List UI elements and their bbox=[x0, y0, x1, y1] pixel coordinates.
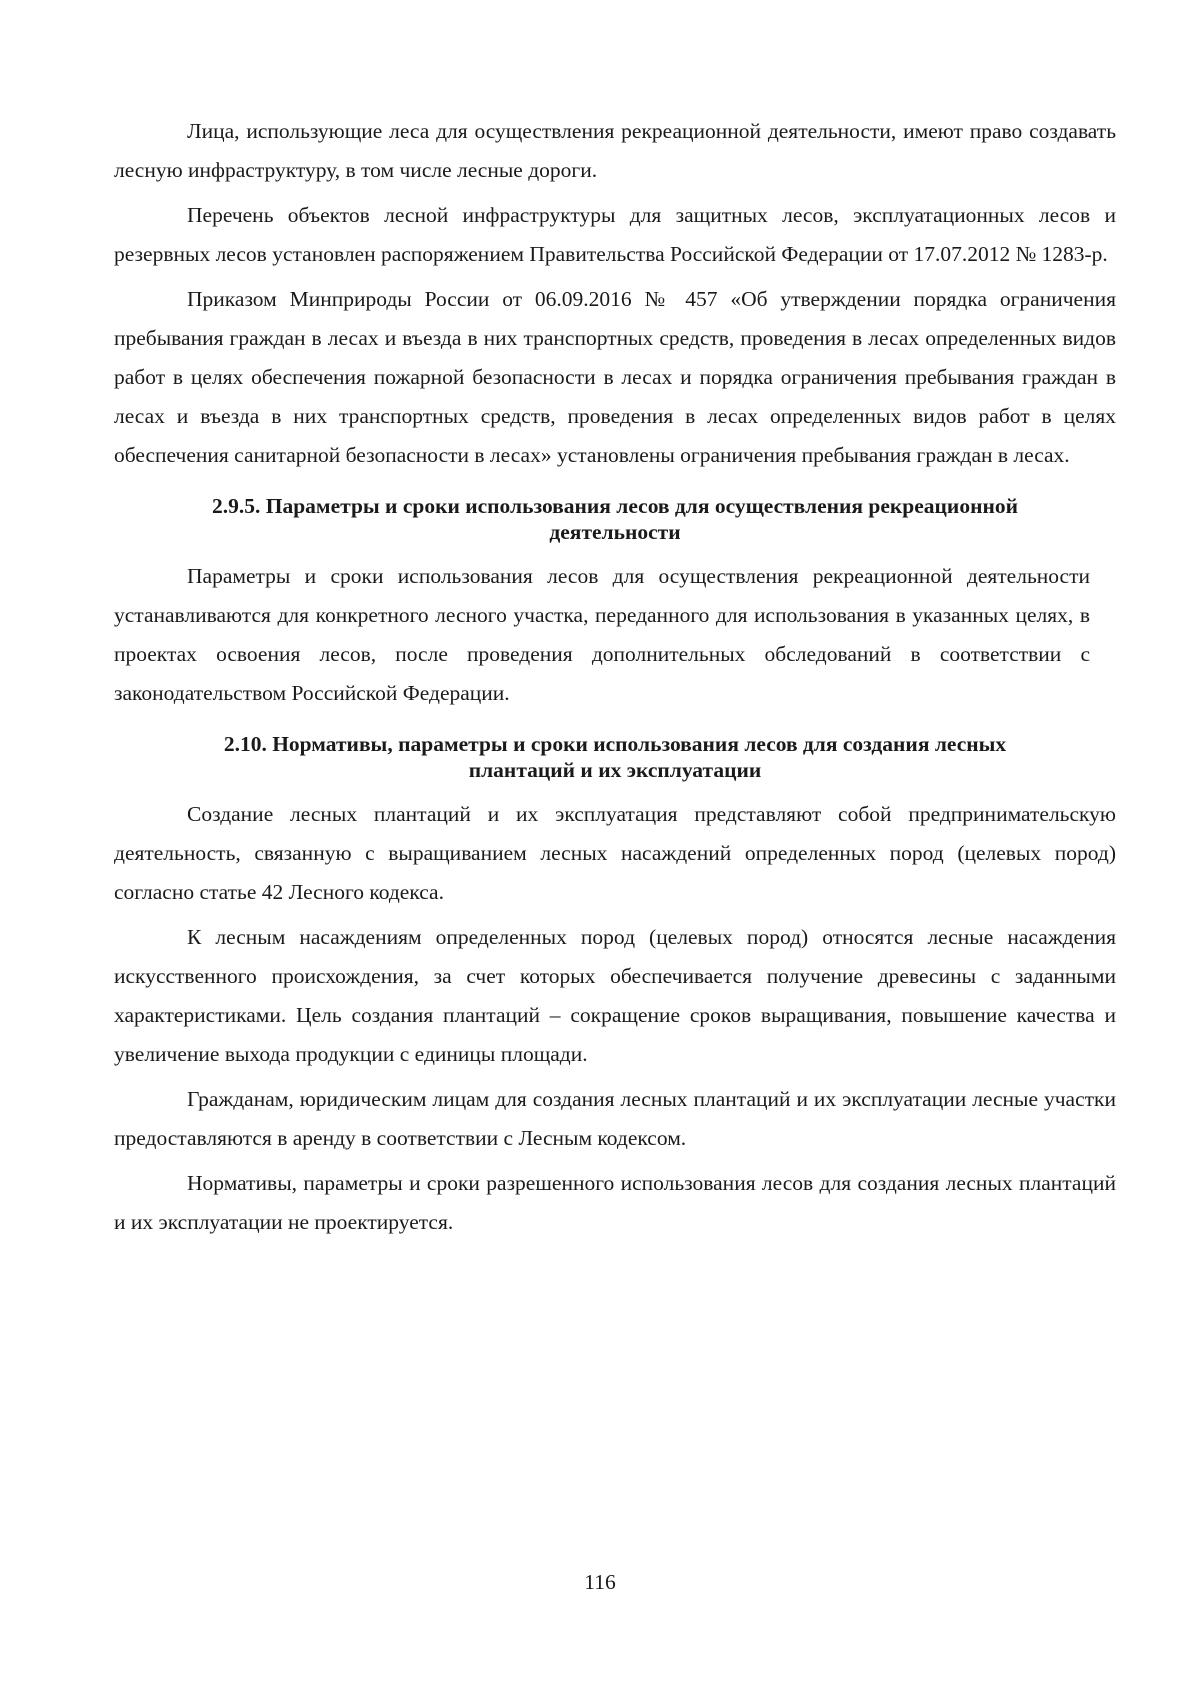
paragraph-not-projected: Нормативы, параметры и сроки разрешенного использования лесов для создания лесных плантаций и их эксплуатации не проектируется. bbox=[114, 1171, 1116, 1234]
paragraph-ministry-order: Приказом Минприроды России от 06.09.2016 № 457 «Об утверждении порядка ограничения пребывания граждан в лесах и въезда в них транспортных средств, проведения в лесах определенных видов работ в целях обеспечения пожарной безопасности в лесах и порядка ограничения пребывания граждан в лесах и въезда в них транспортных средств, проведения в лесах определенных видов работ в целях обеспечения санитарной безопасности в лесах» установлены ограничения пребывания граждан в лесах. bbox=[114, 287, 1116, 467]
paragraph-lease-provision: Гражданам, юридическим лицам для создания лесных плантаций и их эксплуатации лесные участки предоставляются в аренду в соответствии с Лесным кодексом. bbox=[114, 1087, 1116, 1150]
section-heading-2-10-line1: 2.10. Нормативы, параметры и сроки использования лесов для создания лесных bbox=[223, 732, 1007, 756]
page-number: 116 bbox=[584, 1570, 616, 1594]
section-heading-2-10-line2: плантаций и их эксплуатации bbox=[468, 758, 762, 782]
paragraph-infrastructure-list: Перечень объектов лесной инфраструктуры для защитных лесов, эксплуатационных лесов и резервных лесов установлен распоряжением Правительства Российской Федерации от 17.07.2012 № 1283-р. bbox=[114, 203, 1116, 266]
document-page bbox=[114, 112, 1116, 1242]
section-heading-2-10 bbox=[114, 731, 1116, 783]
section-heading-2-9-5-line2: деятельности bbox=[549, 520, 681, 544]
paragraph-recreation-parameters: Параметры и сроки использования лесов для осуществления рекреационной деятельности устанавливаются для конкретного лесного участка, переданного для использования в указанных целях, в проектах освоения лесов, после проведения дополнительных обследований в соответствии с законодательством Российской Федерации. bbox=[114, 564, 1090, 705]
paragraph-target-species: К лесным насаждениям определенных пород (целевых пород) относятся лесные насаждения искусственного происхождения, за счет которых обеспечивается получение древесины с заданными характеристиками. Цель создания плантаций – сокращение сроков выращивания, повышение качества и увеличение выхода продукции с единицы площади. bbox=[114, 925, 1116, 1066]
section-heading-2-9-5-line1: 2.9.5. Параметры и сроки использования лесов для осуществления рекреационной bbox=[212, 494, 1018, 518]
section-heading-2-9-5 bbox=[114, 493, 1116, 545]
paragraph-forest-infrastructure-rights: Лица, использующие леса для осуществления рекреационной деятельности, имеют право создавать лесную инфраструктуру, в том числе лесные дороги. bbox=[114, 119, 1116, 182]
paragraph-plantation-creation: Создание лесных плантаций и их эксплуатация представляют собой предпринимательскую деятельность, связанную с выращиванием лесных насаждений определенных пород (целевых пород) согласно статье 42 Лесного кодекса. bbox=[114, 802, 1116, 904]
